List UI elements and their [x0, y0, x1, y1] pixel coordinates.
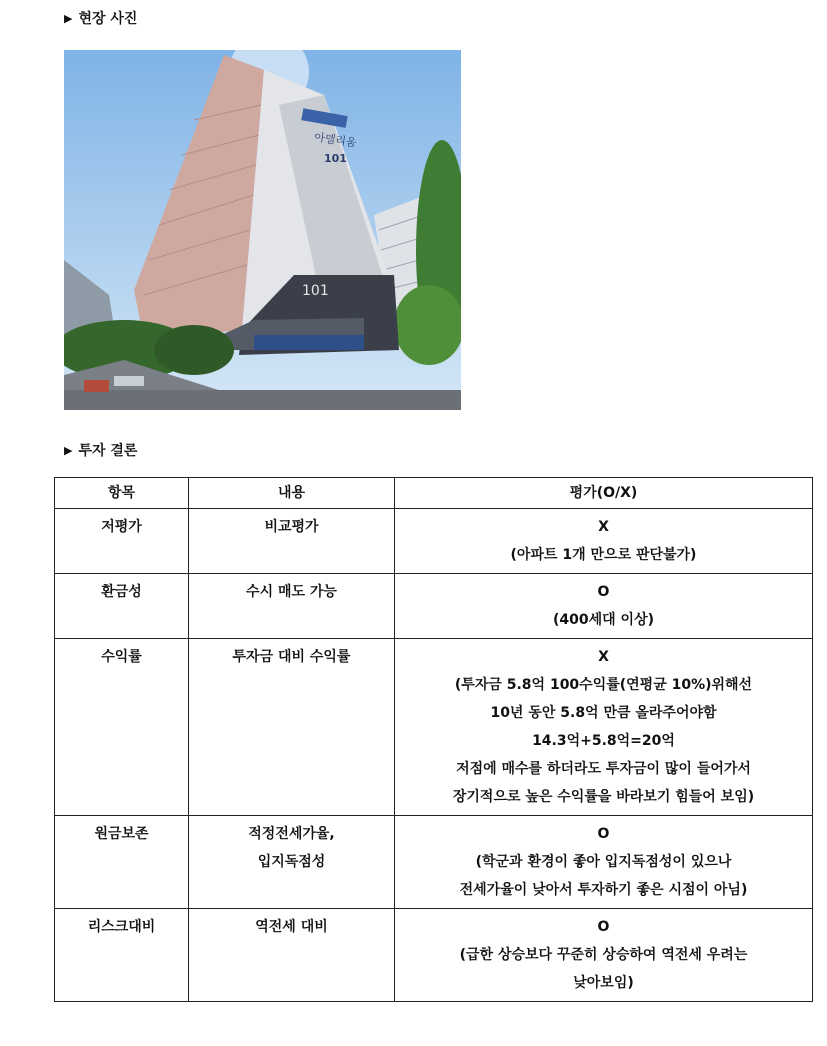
- table-row: [55, 509, 813, 574]
- table-header-row: [55, 478, 813, 509]
- tower-sign-number: 101: [324, 152, 347, 165]
- triangle-bullet-icon: ▶: [64, 11, 73, 25]
- row-evaluation: X (투자금 5.8억 100수익률(연평균 10%)위해선 10년 동안 5.8억 만큼 올라주어야함 14.3억+5.8억=20억 저점에 매수를 하더라도 투자금이 많이 들어가서 장기적으로 높은 수익률을 바라보기 힘들어 보임): [395, 639, 813, 816]
- row-evaluation: O (급한 상승보다 꾸준히 상승하여 역전세 우려는 낮아보임): [395, 909, 813, 1002]
- row-content: 적정전세가율, 입지독점성: [189, 816, 395, 909]
- table-row: [55, 639, 813, 816]
- header-item: 항목: [55, 478, 189, 509]
- conclusion-section-heading: [64, 440, 137, 460]
- tower-sign-text: 아델리움: [313, 130, 358, 150]
- row-evaluation: X (아파트 1개 만으로 판단불가): [395, 509, 813, 574]
- row-item: 저평가: [55, 509, 189, 574]
- building-number: 101: [302, 283, 329, 299]
- site-photo: [64, 50, 461, 410]
- row-content: 역전세 대비: [189, 909, 395, 1002]
- photo-section-title: 현장 사진: [78, 11, 138, 27]
- row-item: 원금보존: [55, 816, 189, 909]
- row-content: 비교평가: [189, 509, 395, 574]
- row-item: 리스크대비: [55, 909, 189, 1002]
- table-row: [55, 574, 813, 639]
- header-evaluation: 평가(O/X): [395, 478, 813, 509]
- row-evaluation: O (학군과 환경이 좋아 입지독점성이 있으나 전세가율이 낮아서 투자하기 좋은 시점이 아님): [395, 816, 813, 909]
- table-row: [55, 816, 813, 909]
- table-row: [55, 909, 813, 1002]
- row-content: 수시 매도 가능: [189, 574, 395, 639]
- row-item: 환금성: [55, 574, 189, 639]
- row-evaluation: O (400세대 이상): [395, 574, 813, 639]
- header-content: 내용: [189, 478, 395, 509]
- investment-conclusion-table: [54, 477, 813, 1002]
- triangle-bullet-icon: ▶: [64, 443, 73, 457]
- photo-section-heading: [64, 8, 137, 28]
- conclusion-section-title: 투자 결론: [78, 443, 138, 459]
- row-content: 투자금 대비 수익률: [189, 639, 395, 816]
- row-item: 수익률: [55, 639, 189, 816]
